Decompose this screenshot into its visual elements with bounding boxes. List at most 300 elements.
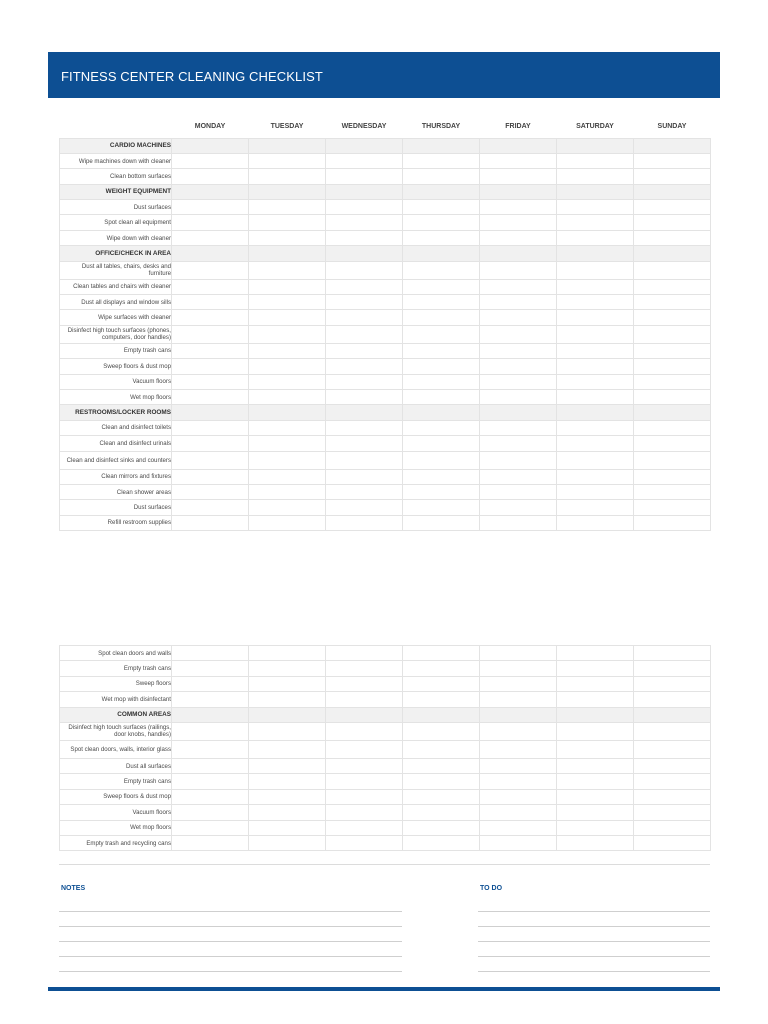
check-cell[interactable]: [557, 261, 634, 279]
check-cell[interactable]: [557, 722, 634, 740]
check-cell[interactable]: [480, 515, 557, 530]
check-cell[interactable]: [403, 758, 480, 773]
check-cell[interactable]: [326, 261, 403, 279]
check-cell[interactable]: [172, 200, 249, 215]
check-cell[interactable]: [634, 325, 711, 343]
check-cell[interactable]: [249, 661, 326, 676]
check-cell[interactable]: [403, 692, 480, 707]
check-cell[interactable]: [557, 389, 634, 404]
task-label: Disinfect high touch surfaces (railings, door knobs, handles): [60, 722, 172, 740]
writing-line[interactable]: [478, 926, 710, 927]
check-cell[interactable]: [403, 789, 480, 804]
check-cell[interactable]: [480, 436, 557, 451]
check-cell[interactable]: [326, 515, 403, 530]
check-cell[interactable]: [172, 661, 249, 676]
check-cell[interactable]: [326, 343, 403, 358]
section-cell: [634, 184, 711, 199]
task-row: [60, 820, 711, 835]
check-cell[interactable]: [172, 774, 249, 789]
check-cell[interactable]: [557, 420, 634, 435]
section-cell: [172, 246, 249, 261]
check-cell[interactable]: [557, 774, 634, 789]
check-cell[interactable]: [249, 515, 326, 530]
check-cell[interactable]: [403, 451, 480, 469]
task-row: [60, 325, 711, 343]
check-cell[interactable]: [634, 515, 711, 530]
check-cell[interactable]: [326, 295, 403, 310]
check-cell[interactable]: [480, 789, 557, 804]
check-cell[interactable]: [326, 215, 403, 230]
check-cell[interactable]: [403, 374, 480, 389]
writing-line[interactable]: [59, 971, 402, 972]
task-label: Disinfect high touch surfaces (phones, computers, door handles): [60, 325, 172, 343]
check-cell[interactable]: [480, 295, 557, 310]
check-cell[interactable]: [403, 774, 480, 789]
writing-line[interactable]: [59, 941, 402, 942]
section-cell: [249, 707, 326, 722]
check-cell[interactable]: [326, 279, 403, 294]
check-cell[interactable]: [557, 295, 634, 310]
check-cell[interactable]: [326, 169, 403, 184]
check-cell[interactable]: [403, 820, 480, 835]
check-cell[interactable]: [172, 389, 249, 404]
check-cell[interactable]: [172, 789, 249, 804]
writing-line[interactable]: [478, 941, 710, 942]
check-cell[interactable]: [326, 789, 403, 804]
check-cell[interactable]: [557, 484, 634, 499]
check-cell[interactable]: [172, 484, 249, 499]
check-cell[interactable]: [249, 820, 326, 835]
check-cell[interactable]: [403, 676, 480, 691]
check-cell[interactable]: [634, 774, 711, 789]
check-cell[interactable]: [480, 484, 557, 499]
check-cell[interactable]: [557, 310, 634, 325]
check-cell[interactable]: [326, 325, 403, 343]
check-cell[interactable]: [634, 295, 711, 310]
check-cell[interactable]: [326, 310, 403, 325]
task-label: Clean and disinfect sinks and counters: [60, 451, 172, 469]
check-cell[interactable]: [172, 740, 249, 758]
check-cell[interactable]: [403, 805, 480, 820]
task-row: [60, 646, 711, 661]
check-cell[interactable]: [480, 420, 557, 435]
check-cell[interactable]: [172, 515, 249, 530]
check-cell[interactable]: [172, 820, 249, 835]
check-cell[interactable]: [249, 230, 326, 245]
section-cell: [403, 405, 480, 420]
task-label: Clean mirrors and fixtures: [60, 469, 172, 484]
check-cell[interactable]: [557, 374, 634, 389]
check-cell[interactable]: [480, 722, 557, 740]
check-cell[interactable]: [403, 389, 480, 404]
section-cell: [403, 138, 480, 153]
check-cell[interactable]: [403, 500, 480, 515]
check-cell[interactable]: [249, 774, 326, 789]
check-cell[interactable]: [634, 484, 711, 499]
check-cell[interactable]: [172, 722, 249, 740]
check-cell[interactable]: [326, 835, 403, 850]
check-cell[interactable]: [480, 359, 557, 374]
check-cell[interactable]: [249, 389, 326, 404]
check-cell[interactable]: [172, 310, 249, 325]
check-cell[interactable]: [249, 451, 326, 469]
check-cell[interactable]: [634, 169, 711, 184]
writing-line[interactable]: [478, 971, 710, 972]
check-cell[interactable]: [249, 692, 326, 707]
check-cell[interactable]: [249, 484, 326, 499]
section-cell: [326, 707, 403, 722]
check-cell[interactable]: [480, 646, 557, 661]
section-cell: [326, 405, 403, 420]
check-cell[interactable]: [403, 740, 480, 758]
check-cell[interactable]: [249, 722, 326, 740]
check-cell[interactable]: [403, 359, 480, 374]
task-row: [60, 359, 711, 374]
check-cell[interactable]: [557, 279, 634, 294]
check-cell[interactable]: [557, 436, 634, 451]
check-cell[interactable]: [557, 692, 634, 707]
check-cell[interactable]: [634, 835, 711, 850]
task-label: Spot clean all equipment: [60, 215, 172, 230]
section-row: [60, 184, 711, 199]
check-cell[interactable]: [249, 279, 326, 294]
check-cell[interactable]: [557, 200, 634, 215]
check-cell[interactable]: [403, 230, 480, 245]
section-cell: [326, 138, 403, 153]
writing-line[interactable]: [478, 956, 710, 957]
check-cell[interactable]: [326, 692, 403, 707]
check-cell[interactable]: [326, 500, 403, 515]
check-cell[interactable]: [403, 325, 480, 343]
check-cell[interactable]: [403, 310, 480, 325]
check-cell[interactable]: [249, 261, 326, 279]
task-label: Vacuum floors: [60, 374, 172, 389]
task-row: [60, 740, 711, 758]
check-cell[interactable]: [557, 661, 634, 676]
check-cell[interactable]: [480, 374, 557, 389]
task-row: [60, 451, 711, 469]
section-label: WEIGHT EQUIPMENT: [60, 184, 172, 199]
check-cell[interactable]: [634, 740, 711, 758]
check-cell[interactable]: [634, 758, 711, 773]
check-cell[interactable]: [172, 295, 249, 310]
check-cell[interactable]: [634, 805, 711, 820]
check-cell[interactable]: [480, 261, 557, 279]
check-cell[interactable]: [557, 230, 634, 245]
check-cell[interactable]: [403, 484, 480, 499]
check-cell[interactable]: [480, 343, 557, 358]
section-cell: [634, 138, 711, 153]
check-cell[interactable]: [480, 279, 557, 294]
check-cell[interactable]: [634, 451, 711, 469]
day-header: SATURDAY: [576, 123, 614, 131]
check-cell[interactable]: [634, 436, 711, 451]
check-cell[interactable]: [634, 500, 711, 515]
check-cell[interactable]: [249, 500, 326, 515]
check-cell[interactable]: [480, 325, 557, 343]
check-cell[interactable]: [172, 153, 249, 168]
check-cell[interactable]: [249, 676, 326, 691]
check-cell[interactable]: [326, 646, 403, 661]
task-label: Wet mop floors: [60, 389, 172, 404]
check-cell[interactable]: [634, 279, 711, 294]
check-cell[interactable]: [249, 215, 326, 230]
check-cell[interactable]: [557, 740, 634, 758]
check-cell[interactable]: [249, 436, 326, 451]
check-cell[interactable]: [403, 646, 480, 661]
section-cell: [172, 405, 249, 420]
check-cell[interactable]: [249, 374, 326, 389]
check-cell[interactable]: [480, 215, 557, 230]
task-label: Dust surfaces: [60, 500, 172, 515]
check-cell[interactable]: [557, 343, 634, 358]
check-cell[interactable]: [480, 451, 557, 469]
section-cell: [326, 184, 403, 199]
check-cell[interactable]: [403, 515, 480, 530]
task-label: Sweep floors & dust mop: [60, 789, 172, 804]
check-cell[interactable]: [634, 261, 711, 279]
check-cell[interactable]: [480, 774, 557, 789]
check-cell[interactable]: [249, 200, 326, 215]
check-cell[interactable]: [326, 389, 403, 404]
check-cell[interactable]: [634, 230, 711, 245]
check-cell[interactable]: [326, 153, 403, 168]
check-cell[interactable]: [557, 758, 634, 773]
check-cell[interactable]: [249, 740, 326, 758]
check-cell[interactable]: [557, 835, 634, 850]
section-cell: [172, 707, 249, 722]
check-cell[interactable]: [403, 153, 480, 168]
check-cell[interactable]: [480, 310, 557, 325]
check-cell[interactable]: [557, 820, 634, 835]
section-cell: [557, 184, 634, 199]
check-cell[interactable]: [480, 500, 557, 515]
check-cell[interactable]: [172, 420, 249, 435]
check-cell[interactable]: [634, 374, 711, 389]
check-cell[interactable]: [249, 835, 326, 850]
check-cell[interactable]: [557, 325, 634, 343]
check-cell[interactable]: [172, 374, 249, 389]
section-cell: [480, 138, 557, 153]
check-cell[interactable]: [172, 835, 249, 850]
check-cell[interactable]: [172, 692, 249, 707]
check-cell[interactable]: [634, 646, 711, 661]
check-cell[interactable]: [326, 758, 403, 773]
check-cell[interactable]: [326, 676, 403, 691]
check-cell[interactable]: [557, 676, 634, 691]
check-cell[interactable]: [403, 343, 480, 358]
task-row: [60, 676, 711, 691]
check-cell[interactable]: [403, 279, 480, 294]
check-cell[interactable]: [172, 169, 249, 184]
check-cell[interactable]: [249, 325, 326, 343]
check-cell[interactable]: [172, 436, 249, 451]
check-cell[interactable]: [249, 420, 326, 435]
check-cell[interactable]: [480, 389, 557, 404]
check-cell[interactable]: [634, 343, 711, 358]
check-cell[interactable]: [557, 805, 634, 820]
task-label: Spot clean doors, walls, interior glass: [60, 740, 172, 758]
task-row: [60, 295, 711, 310]
check-cell[interactable]: [403, 200, 480, 215]
section-cell: [480, 707, 557, 722]
check-cell[interactable]: [249, 469, 326, 484]
task-row: [60, 515, 711, 530]
check-cell[interactable]: [249, 343, 326, 358]
check-cell[interactable]: [403, 436, 480, 451]
section-cell: [557, 707, 634, 722]
check-cell[interactable]: [249, 169, 326, 184]
check-cell[interactable]: [634, 789, 711, 804]
task-label: Clean and disinfect toilets: [60, 420, 172, 435]
section-cell: [557, 138, 634, 153]
check-cell[interactable]: [326, 805, 403, 820]
writing-line[interactable]: [59, 926, 402, 927]
checklist-table-2: [59, 645, 711, 851]
check-cell[interactable]: [634, 469, 711, 484]
check-cell[interactable]: [172, 646, 249, 661]
check-cell[interactable]: [326, 469, 403, 484]
task-label: Clean shower areas: [60, 484, 172, 499]
check-cell[interactable]: [480, 469, 557, 484]
check-cell[interactable]: [557, 169, 634, 184]
task-label: Sweep floors: [60, 676, 172, 691]
check-cell[interactable]: [634, 200, 711, 215]
check-cell[interactable]: [557, 646, 634, 661]
check-cell[interactable]: [249, 758, 326, 773]
check-cell[interactable]: [634, 661, 711, 676]
check-cell[interactable]: [634, 153, 711, 168]
task-row: [60, 758, 711, 773]
writing-line[interactable]: [59, 911, 402, 912]
section-cell: [403, 707, 480, 722]
check-cell[interactable]: [557, 469, 634, 484]
check-cell[interactable]: [403, 169, 480, 184]
check-cell[interactable]: [249, 805, 326, 820]
writing-line[interactable]: [59, 956, 402, 957]
check-cell[interactable]: [634, 389, 711, 404]
check-cell[interactable]: [634, 676, 711, 691]
check-cell[interactable]: [480, 820, 557, 835]
check-cell[interactable]: [172, 676, 249, 691]
check-cell[interactable]: [172, 500, 249, 515]
check-cell[interactable]: [172, 805, 249, 820]
check-cell[interactable]: [326, 774, 403, 789]
check-cell[interactable]: [480, 169, 557, 184]
day-header: THURSDAY: [421, 123, 461, 131]
check-cell[interactable]: [326, 420, 403, 435]
check-cell[interactable]: [480, 758, 557, 773]
task-label: Empty trash cans: [60, 343, 172, 358]
task-label: Empty trash cans: [60, 661, 172, 676]
check-cell[interactable]: [172, 359, 249, 374]
check-cell[interactable]: [249, 310, 326, 325]
check-cell[interactable]: [249, 646, 326, 661]
check-cell[interactable]: [480, 805, 557, 820]
check-cell[interactable]: [249, 359, 326, 374]
check-cell[interactable]: [480, 692, 557, 707]
section-cell: [172, 184, 249, 199]
check-cell[interactable]: [634, 722, 711, 740]
check-cell[interactable]: [326, 484, 403, 499]
check-cell[interactable]: [557, 789, 634, 804]
check-cell[interactable]: [403, 722, 480, 740]
writing-line[interactable]: [478, 911, 710, 912]
task-row: [60, 389, 711, 404]
check-cell[interactable]: [172, 230, 249, 245]
check-cell[interactable]: [326, 374, 403, 389]
check-cell[interactable]: [326, 740, 403, 758]
check-cell[interactable]: [634, 820, 711, 835]
check-cell[interactable]: [249, 295, 326, 310]
check-cell[interactable]: [326, 436, 403, 451]
check-cell[interactable]: [557, 451, 634, 469]
task-row: [60, 436, 711, 451]
check-cell[interactable]: [634, 420, 711, 435]
check-cell[interactable]: [480, 676, 557, 691]
check-cell[interactable]: [326, 451, 403, 469]
check-cell[interactable]: [634, 310, 711, 325]
check-cell[interactable]: [480, 661, 557, 676]
check-cell[interactable]: [403, 215, 480, 230]
check-cell[interactable]: [557, 215, 634, 230]
task-row: [60, 230, 711, 245]
check-cell[interactable]: [326, 200, 403, 215]
check-cell[interactable]: [480, 230, 557, 245]
section-cell: [249, 246, 326, 261]
check-cell[interactable]: [249, 789, 326, 804]
check-cell[interactable]: [634, 359, 711, 374]
check-cell[interactable]: [557, 515, 634, 530]
check-cell[interactable]: [403, 469, 480, 484]
check-cell[interactable]: [557, 359, 634, 374]
check-cell[interactable]: [480, 153, 557, 168]
check-cell[interactable]: [172, 758, 249, 773]
check-cell[interactable]: [326, 722, 403, 740]
task-row: [60, 343, 711, 358]
check-cell[interactable]: [480, 740, 557, 758]
check-cell[interactable]: [326, 230, 403, 245]
check-cell[interactable]: [249, 153, 326, 168]
check-cell[interactable]: [480, 200, 557, 215]
check-cell[interactable]: [326, 661, 403, 676]
check-cell[interactable]: [172, 469, 249, 484]
section-label: OFFICE/CHECK IN AREA: [60, 246, 172, 261]
check-cell[interactable]: [403, 420, 480, 435]
check-cell[interactable]: [480, 835, 557, 850]
check-cell[interactable]: [326, 820, 403, 835]
check-cell[interactable]: [172, 215, 249, 230]
section-cell: [326, 246, 403, 261]
section-cell: [634, 246, 711, 261]
check-cell[interactable]: [557, 153, 634, 168]
check-cell[interactable]: [634, 215, 711, 230]
check-cell[interactable]: [326, 359, 403, 374]
check-cell[interactable]: [172, 261, 249, 279]
check-cell[interactable]: [172, 343, 249, 358]
check-cell[interactable]: [172, 451, 249, 469]
check-cell[interactable]: [634, 692, 711, 707]
check-cell[interactable]: [172, 325, 249, 343]
check-cell[interactable]: [403, 261, 480, 279]
check-cell[interactable]: [403, 295, 480, 310]
check-cell[interactable]: [403, 835, 480, 850]
check-cell[interactable]: [403, 661, 480, 676]
check-cell[interactable]: [172, 279, 249, 294]
task-label: Clean tables and chairs with cleaner: [60, 279, 172, 294]
check-cell[interactable]: [557, 500, 634, 515]
notes-divider: [59, 864, 710, 865]
